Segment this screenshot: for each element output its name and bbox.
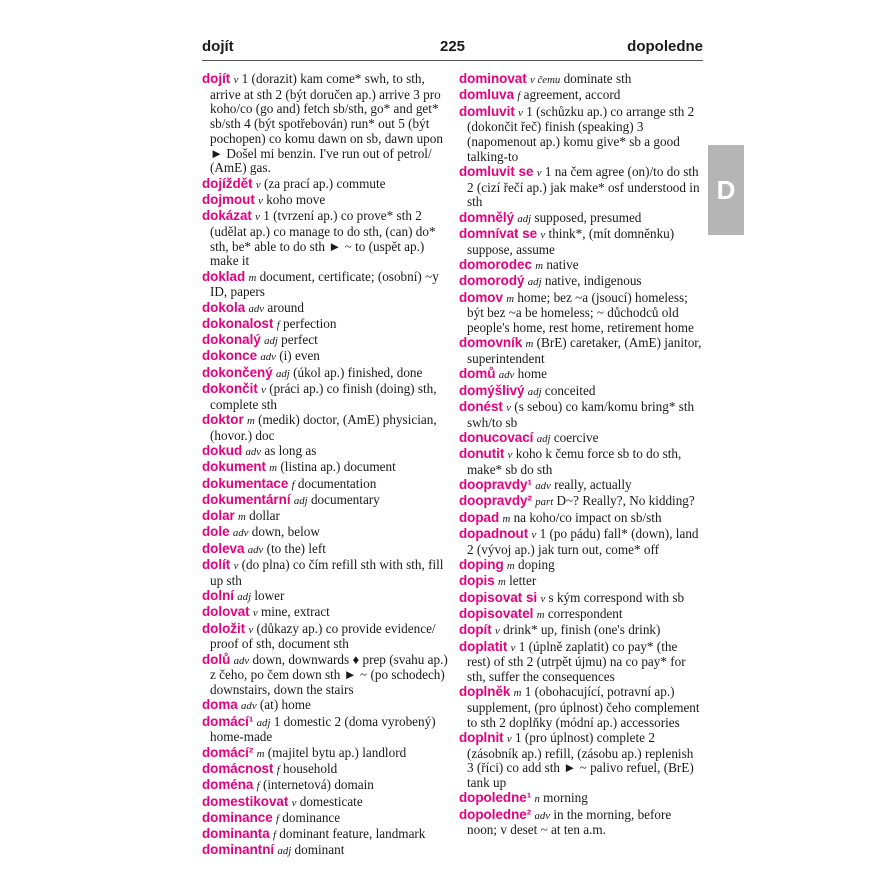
- dictionary-entry: [459, 558, 703, 574]
- headword: dolů: [202, 651, 231, 667]
- definition: na koho/co impact on sb/sth: [513, 509, 662, 525]
- dictionary-entry: [459, 274, 703, 290]
- headword: doleva: [202, 540, 245, 556]
- definition: household: [283, 760, 338, 776]
- part-of-speech: v: [540, 229, 546, 241]
- headword: domluvit: [459, 103, 515, 119]
- part-of-speech: v: [536, 167, 542, 179]
- dictionary-entry: [459, 291, 703, 336]
- definition: dominate sth: [563, 71, 632, 86]
- definition: (do plna) co čím refill sth with sth, fill up sth: [210, 557, 444, 588]
- headword: doping: [459, 557, 504, 573]
- definition: (internetová) domain: [262, 777, 374, 793]
- dictionary-entry: [202, 460, 450, 476]
- headword: dokonalý: [202, 332, 261, 348]
- definition: conceited: [544, 382, 596, 398]
- part-of-speech: adj: [277, 845, 292, 858]
- definition: (s sebou) co kam/komu bring* sth swh/to sb: [467, 398, 695, 430]
- left-column: [202, 72, 450, 860]
- part-of-speech: adv: [245, 446, 262, 458]
- dictionary-entry: [202, 193, 450, 209]
- dictionary-entry: [202, 209, 450, 269]
- definition: as long as: [264, 443, 317, 458]
- definition: lower: [254, 588, 285, 604]
- definition: 1 (po pádu) fall* (down), land 2 (vývoj ap.) jak turn out, come* off: [467, 526, 699, 557]
- header-last-headword: dopoledne: [627, 38, 703, 55]
- part-of-speech: v: [510, 641, 516, 654]
- headword: domluva: [459, 87, 515, 103]
- definition: perfect: [281, 332, 318, 348]
- part-of-speech: v: [507, 449, 513, 462]
- dictionary-entry: [202, 715, 450, 745]
- dictionary-entry: [459, 574, 703, 590]
- definition: doping: [518, 557, 555, 573]
- dictionary-entry: [202, 413, 450, 443]
- dictionary-entry: [459, 791, 703, 807]
- definition: native: [546, 257, 579, 272]
- headword: dopoledne²: [459, 806, 532, 822]
- headword: domorodec: [459, 257, 532, 272]
- dictionary-entry: [459, 367, 703, 383]
- definition: perfection: [283, 315, 337, 331]
- part-of-speech: adj: [517, 212, 532, 225]
- part-of-speech: v čemu: [530, 74, 561, 86]
- definition: down, downwards ♦ prep (svahu ap.) z čeho, po čem down sth ► ~ (po schodech) downstairs, down the stairs: [210, 651, 448, 698]
- headword: dominantní: [202, 842, 275, 858]
- part-of-speech: m: [525, 338, 534, 351]
- headword: dopisovatel: [459, 605, 534, 621]
- dictionary-entry: [459, 384, 703, 400]
- headword: dojít: [202, 71, 231, 86]
- part-of-speech: v: [252, 607, 258, 620]
- headword: dokud: [202, 443, 243, 458]
- headword: domácí¹: [202, 713, 254, 729]
- headword: doplatit: [459, 638, 508, 654]
- definition: (práci ap.) co finish (doing) sth, complete sth: [210, 381, 437, 412]
- headword: doklad: [202, 268, 246, 284]
- part-of-speech: m: [498, 576, 506, 589]
- dictionary-entry: [202, 509, 450, 525]
- page-header: [202, 38, 703, 61]
- part-of-speech: v: [540, 592, 546, 605]
- dictionary-entry: [202, 827, 450, 843]
- dictionary-entry: [202, 746, 450, 762]
- dictionary-entry: [459, 165, 703, 210]
- part-of-speech: v: [495, 625, 500, 638]
- headword: domácí²: [202, 744, 254, 760]
- dictionary-entry: [202, 333, 450, 349]
- headword: dolovat: [202, 604, 250, 620]
- dictionary-entry: [202, 177, 450, 193]
- dictionary-entry: [202, 525, 450, 541]
- definition: around: [267, 299, 304, 315]
- dictionary-entry: [202, 762, 450, 778]
- definition: dominant feature, landmark: [279, 826, 426, 842]
- dictionary-entry: [459, 494, 703, 510]
- definition: 1 (schůzku ap.) co arrange sth 2 (dokončit řeč) finish (speaking) 3 (napomenout ap.) komu give* sb a good talking-to: [467, 103, 695, 164]
- definition: 1 (pro úplnost) complete 2 (zásobník ap.) refill, (zásobu ap.) replenish 3 (říci) co add sth ► ~ palivo refuel, (BrE) tank up: [467, 729, 694, 791]
- part-of-speech: v: [255, 211, 260, 224]
- headword: dolní: [202, 588, 234, 604]
- part-of-speech: adj: [256, 716, 271, 729]
- definition: (medik) doctor, (AmE) physician, (hovor.) doc: [210, 412, 437, 443]
- headword: dopadnout: [459, 526, 529, 542]
- headword: dokázat: [202, 208, 252, 224]
- definition: drink* up, finish (one's drink): [503, 622, 661, 638]
- dictionary-entry: [202, 811, 450, 827]
- part-of-speech: adv: [498, 369, 515, 382]
- definition: home: [517, 366, 547, 382]
- definition: koho move: [266, 191, 326, 207]
- dictionary-entry: [202, 301, 450, 317]
- definition: coercive: [553, 429, 599, 445]
- definition: 1 (úplně zaplatit) co pay* (the rest) of sth 2 (utrpět újmu) na co pay* for sth, suffer the consequences: [467, 638, 686, 684]
- part-of-speech: m: [248, 271, 257, 284]
- definition: document, certificate; (osobní) ~y ID, papers: [210, 268, 439, 300]
- headword: dojíždět: [202, 175, 253, 191]
- dictionary-entry: [459, 227, 703, 257]
- part-of-speech: adv: [534, 809, 551, 822]
- definition: really, actually: [554, 477, 632, 493]
- headword: doma: [202, 697, 238, 713]
- dictionary-entry: [202, 622, 450, 652]
- dictionary-entry: [459, 105, 703, 165]
- definition: home; bez ~a (jsoucí) homeless; být bez ~a be homeless; ~ důchodců old people's home, rest home, retirement home: [467, 289, 694, 335]
- dictionary-entry: [459, 431, 703, 447]
- thumb-index-letter: D: [716, 175, 736, 205]
- part-of-speech: f: [256, 780, 260, 793]
- headword: dokončený: [202, 364, 273, 380]
- headword: dopít: [459, 622, 492, 638]
- part-of-speech: m: [536, 608, 545, 621]
- dictionary-entry: [459, 336, 703, 366]
- part-of-speech: f: [276, 318, 280, 331]
- headword: domů: [459, 366, 496, 382]
- part-of-speech: adj: [275, 367, 290, 380]
- definition: dollar: [249, 508, 280, 524]
- part-of-speech: adv: [247, 543, 264, 556]
- definition: documentary: [310, 491, 380, 507]
- definition: native, indigenous: [544, 273, 642, 289]
- definition: 1 na čem agree (on)/to do sth 2 (cizí řečí ap.) jak make* osf understood in sth: [467, 164, 700, 210]
- part-of-speech: m: [238, 511, 246, 524]
- headword: dokonce: [202, 348, 258, 364]
- part-of-speech: m: [513, 687, 522, 700]
- part-of-speech: adj: [293, 494, 308, 507]
- definition: (BrE) caretaker, (AmE) janitor, superintendent: [467, 335, 702, 366]
- part-of-speech: v: [255, 178, 261, 191]
- headword: doktor: [202, 412, 244, 427]
- definition: (listina ap.) document: [280, 459, 396, 475]
- part-of-speech: adv: [233, 654, 250, 667]
- definition: s kým correspond with sb: [548, 589, 685, 605]
- dictionary-entry: [202, 778, 450, 794]
- dictionary-entry: [202, 270, 450, 300]
- definition: (důkazy ap.) co provide evidence/ proof of sth, document sth: [210, 620, 436, 652]
- part-of-speech: f: [276, 763, 280, 776]
- definition: agreement, accord: [523, 87, 621, 103]
- dictionary-entry: [459, 478, 703, 494]
- part-of-speech: adv: [260, 351, 276, 364]
- definition: letter: [509, 573, 537, 589]
- dictionary-entry: [459, 88, 703, 104]
- definition: 1 (tvrzení ap.) co prove* sth 2 (udělat ap.) co manage to do sth, (can) do* sth, be* able to do sth ► ~ to (uspět ap.) make it: [210, 208, 436, 269]
- dictionary-entry: [202, 843, 450, 859]
- headword: donést: [459, 398, 503, 414]
- definition: documentation: [297, 475, 377, 491]
- dictionary-entry: [459, 211, 703, 227]
- dictionary-entry: [202, 795, 450, 811]
- definition: (majitel bytu ap.) landlord: [267, 744, 407, 760]
- part-of-speech: m: [256, 747, 265, 760]
- headword: dokončit: [202, 381, 258, 396]
- dictionary-entry: [202, 366, 450, 382]
- headword: dole: [202, 524, 230, 540]
- headword: dokument: [202, 459, 266, 475]
- headword: domov: [459, 289, 503, 305]
- part-of-speech: adv: [232, 527, 249, 540]
- definition: 1 (dorazit) kam come* swh, to sth, arrive at sth 2 (být doručen ap.) arrive 3 pro koho/co (go and) fetch sb/sth, go* and get* sb/sth 4 (být spotřebován) run* out 5 (být pochopen) co komu dawn on sb, dawn upon ► Došel mi benzin. I've run out of petrol/ (AmE) gas.: [210, 71, 443, 176]
- definition: in the morning, before noon; v deset ~ at ten a.m.: [467, 806, 672, 838]
- definition: supposed, presumed: [534, 209, 642, 225]
- headword: dopad: [459, 509, 500, 525]
- right-column: [459, 72, 703, 839]
- dictionary-entry: [202, 317, 450, 333]
- part-of-speech: m: [535, 260, 544, 272]
- part-of-speech: f: [273, 829, 276, 842]
- headword: dominance: [202, 809, 273, 825]
- part-of-speech: m: [502, 512, 511, 525]
- headword: doplněk: [459, 684, 511, 700]
- definition: (to the) left: [266, 540, 326, 556]
- definition: mine, extract: [261, 604, 330, 620]
- dictionary-entry: [459, 685, 703, 730]
- headword: donucovací: [459, 429, 534, 445]
- headword: dopisovat si: [459, 589, 538, 605]
- headword: dokumentární: [202, 491, 291, 507]
- part-of-speech: adj: [264, 335, 278, 348]
- dictionary-entry: [202, 589, 450, 605]
- part-of-speech: v: [506, 401, 511, 414]
- part-of-speech: m: [506, 560, 515, 573]
- headword: dopis: [459, 573, 495, 589]
- dictionary-entry: [459, 527, 703, 557]
- dictionary-entry: [202, 444, 450, 460]
- page-number: 225: [439, 38, 466, 55]
- dictionary-entry: [459, 258, 703, 274]
- dictionary-entry: [459, 640, 703, 685]
- headword: donutit: [459, 446, 505, 462]
- part-of-speech: v: [506, 732, 512, 745]
- definition: 1 (obohacující, potravní ap.) supplement, (pro úplnost) čeho complement to sth 2 doplňky (módní ap.) accessories: [467, 684, 700, 730]
- definition: dominance: [282, 809, 341, 825]
- headword: dokola: [202, 299, 246, 315]
- definition: morning: [543, 790, 588, 806]
- part-of-speech: v: [248, 623, 254, 636]
- definition: (at) home: [259, 697, 311, 713]
- headword: domácnost: [202, 760, 274, 776]
- part-of-speech: f: [517, 90, 521, 103]
- dictionary-entry: [459, 511, 703, 527]
- headword: dolar: [202, 508, 235, 524]
- definition: koho k čemu force sb to do sth, make* sb do sth: [467, 446, 682, 477]
- definition: (za prací ap.) commute: [263, 175, 386, 191]
- part-of-speech: m: [269, 462, 278, 475]
- headword: dokonalost: [202, 315, 274, 331]
- headword: dokumentace: [202, 475, 289, 491]
- headword: domestikovat: [202, 793, 289, 809]
- part-of-speech: m: [506, 292, 515, 305]
- part-of-speech: adj: [527, 385, 542, 398]
- dictionary-entry: [459, 400, 703, 430]
- dictionary-entry: [202, 477, 450, 493]
- headword: doopravdy²: [459, 493, 532, 509]
- definition: 1 domestic 2 (doma vyrobený) home-made: [210, 713, 436, 745]
- dictionary-entry: [459, 447, 703, 477]
- definition: think*, (mít domněnku) suppose, assume: [467, 226, 675, 257]
- headword: dominovat: [459, 71, 527, 86]
- part-of-speech: v: [258, 194, 263, 207]
- thumb-index-tab: [708, 145, 744, 235]
- part-of-speech: f: [275, 812, 279, 825]
- part-of-speech: adv: [241, 700, 257, 713]
- headword: domorodý: [459, 273, 525, 289]
- headword: dopoledne¹: [459, 790, 532, 806]
- definition: correspondent: [547, 605, 623, 621]
- definition: dominant: [294, 842, 345, 858]
- dictionary-entry: [202, 493, 450, 509]
- dictionary-entry: [459, 623, 703, 639]
- dictionary-entry: [202, 653, 450, 698]
- part-of-speech: adj: [527, 276, 542, 289]
- part-of-speech: f: [291, 478, 295, 491]
- part-of-speech: v: [261, 384, 266, 396]
- dictionary-entry: [202, 542, 450, 558]
- part-of-speech: v: [531, 529, 537, 542]
- part-of-speech: v: [233, 74, 239, 86]
- definition: D~? Really?, No kidding?: [556, 493, 695, 509]
- header-first-headword: dojít: [202, 38, 234, 55]
- headword: domluvit se: [459, 164, 534, 179]
- part-of-speech: n: [534, 793, 540, 806]
- dictionary-entry: [202, 558, 450, 588]
- headword: domnělý: [459, 209, 515, 225]
- part-of-speech: v: [291, 796, 297, 809]
- dictionary-entry: [459, 72, 703, 88]
- headword: doopravdy¹: [459, 477, 532, 493]
- part-of-speech: adv: [248, 302, 265, 315]
- dictionary-entry: [459, 607, 703, 623]
- part-of-speech: m: [246, 415, 255, 427]
- part-of-speech: part: [535, 496, 554, 509]
- part-of-speech: v: [233, 560, 239, 573]
- headword: doména: [202, 777, 254, 793]
- dictionary-entry: [202, 72, 450, 176]
- part-of-speech: adj: [536, 432, 551, 445]
- dictionary-entry: [459, 808, 703, 838]
- dictionary-entry: [202, 698, 450, 714]
- headword: doložit: [202, 620, 246, 636]
- dictionary-entry: [202, 605, 450, 621]
- dictionary-entry: [202, 382, 450, 412]
- headword: dojmout: [202, 191, 255, 207]
- part-of-speech: v: [518, 106, 523, 119]
- headword: dominanta: [202, 826, 270, 842]
- part-of-speech: adj: [237, 591, 252, 604]
- definition: down, below: [251, 524, 320, 540]
- headword: doplnit: [459, 729, 504, 745]
- definition: (i) even: [279, 348, 320, 364]
- dictionary-entry: [202, 349, 450, 365]
- dictionary-entry: [459, 731, 703, 791]
- dictionary-entry: [459, 591, 703, 607]
- headword: domýšlivý: [459, 382, 525, 398]
- definition: (úkol ap.) finished, done: [293, 364, 423, 380]
- definition: domesticate: [299, 793, 363, 809]
- headword: domovník: [459, 335, 523, 351]
- headword: dolít: [202, 557, 231, 573]
- part-of-speech: adv: [535, 480, 551, 493]
- headword: domnívat se: [459, 226, 538, 241]
